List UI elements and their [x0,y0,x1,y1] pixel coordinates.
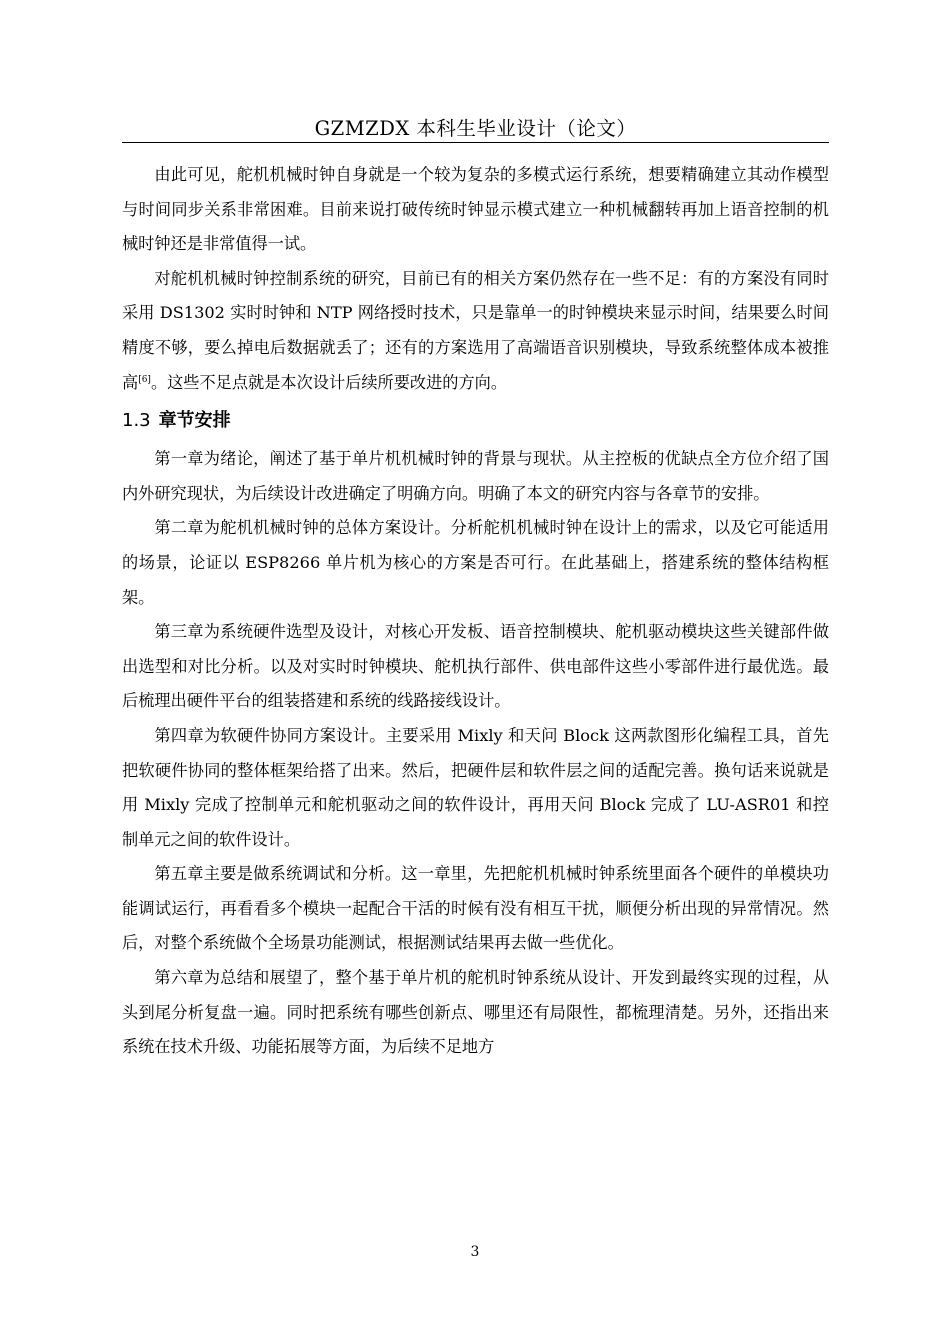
paragraph [122,615,829,719]
paragraph [122,719,829,857]
page-number: 3 [470,1244,480,1260]
paragraph-text: 第五章主要是做系统调试和分析。这一章里，先把舵机机械时钟系统里面各个硬件的单模块功能调试运行，再看看多个模块一起配合干活的时候有没有相互干扰，顺便分析出现的异常情况。然后，对整个系统做个全场景功能测试，根据测试结果再去做一些优化。 [122,864,829,953]
paragraph [122,442,829,511]
paragraph-text: 对舵机机械时钟控制系统的研究，目前已有的相关方案仍然存在一些不足：有的方案没有同时采用 DS1302 实时时钟和 NTP 网络授时技术，只是靠单一的时钟模块来显示时间，结果要么时间精度不够，要么掉电后数据就丢了；还有的方案选用了高端语音识别模块，导致系统整体成本被推高 [122,268,829,392]
paragraph-text: 第一章为绪论，阐述了基于单片机机械时钟的背景与现状。从主控板的优缺点全方位介绍了国内外研究现状，为后续设计改进确定了明确方向。明确了本文的研究内容与各章节的安排。 [122,449,829,503]
paragraph [122,961,829,1065]
running-header: GZMZDX 本科生毕业设计（论文） [314,117,637,140]
citation-ref: [6] [138,374,151,385]
paragraph [122,857,829,961]
paragraph-text: 第三章为系统硬件选型及设计，对核心开发板、语音控制模块、舵机驱动模块这些关键部件做出选型和对比分析。以及对实时时钟模块、舵机执行部件、供电部件这些小零部件进行最优选。最后梳理出硬件平台的组装搭建和系统的线路接线设计。 [122,622,829,711]
header-rule [122,142,829,143]
paragraph [122,262,829,400]
paragraph [122,158,829,262]
paragraph [122,511,829,615]
paragraph-text: 第二章为舵机机械时钟的总体方案设计。分析舵机机械时钟在设计上的需求，以及它可能适用的场景，论证以 ESP8266 单片机为核心的方案是否可行。在此基础上，搭建系统的整体结构框架。 [122,518,829,607]
paragraph-text: 第六章为总结和展望了，整个基于单片机的舵机时钟系统从设计、开发到最终实现的过程，从头到尾分析复盘一遍。同时把系统有哪些创新点、哪里还有局限性，都梳理清楚。另外，还指出来系统在技术升级、功能拓展等方面，为后续不足地方 [122,968,829,1057]
paragraph-text: 由此可见，舵机机械时钟自身就是一个较为复杂的多模式运行系统，想要精确建立其动作模型与时间同步关系非常困难。目前来说打破传统时钟显示模式建立一种机械翻转再加上语音控制的机械时钟还是非常值得一试。 [122,165,829,254]
section-heading [122,404,829,438]
paragraph-text: 。这些不足点就是本次设计后续所要改进的方向。 [150,372,508,392]
section-number: 1.3 [122,410,151,432]
body-text [122,158,829,1065]
paragraph-text: 第四章为软硬件协同方案设计。主要采用 Mixly 和天问 Block 这两款图形化编程工具，首先把软硬件协同的整体框架给搭了出来。然后，把硬件层和软件层之间的适配完善。换句话来说就是用 Mixly 完成了控制单元和舵机驱动之间的软件设计，再用天问 Block 完成了 LU-ASR01 和控制单元之间的软件设计。 [122,725,829,849]
section-title: 章节安排 [158,410,231,432]
